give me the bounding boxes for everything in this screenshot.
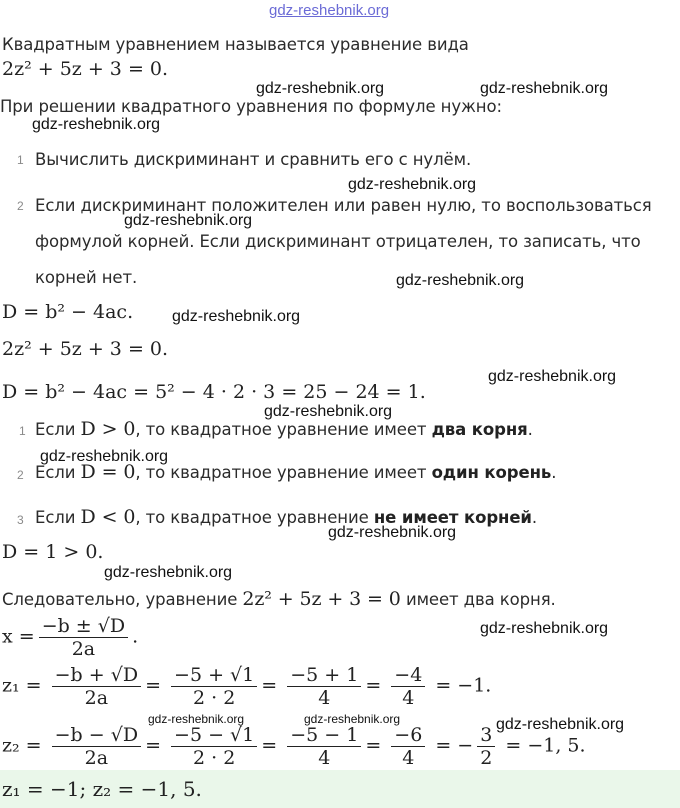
discriminant-formula: D = b² − 4ac. [2,301,134,323]
discriminant-value: D = 1 > 0. [2,541,104,563]
watermark: gdz-reshebnik.org [348,176,477,193]
step-number: 2 [17,199,24,213]
case-line [35,461,556,483]
case-number: 3 [17,513,24,527]
watermark: gdz-reshebnik.org [172,308,301,325]
answer-text: z₁ = −1; z₂ = −1, 5. [2,777,202,801]
step-text-line: формулой корней. Если дискриминант отрицателен, то записать, что [35,232,641,251]
fraction: $\frac{-b \pm √D}{2a}$ [39,615,128,660]
conclusion-post: имеет два корня. [405,590,556,609]
definition-text: Квадратным уравнением называется уравнение вида [2,35,469,54]
roots-formula-lhs: x = [2,625,35,648]
watermark: gdz-reshebnik.org [40,448,169,465]
fraction: $\frac{-5 + √1}{2 \cdot 2}$ [171,664,257,709]
watermark: gdz-reshebnik.org [32,116,161,133]
watermark: gdz-reshebnik.org [396,272,525,289]
case-post: . [527,420,533,439]
case-condition: D < 0 [80,506,136,528]
watermark: gdz-reshebnik.org [264,403,393,420]
case-line [35,506,537,528]
fraction: $\frac{-6}{4}$ [391,724,425,769]
case-mid: , то квадратное уравнение [135,508,369,527]
watermark: gdz-reshebnik.org [480,80,609,97]
case-mid: , то квадратное уравнение имеет [135,420,427,439]
z2-lhs: z₂ = [2,734,42,757]
case-pre: Если [35,420,76,439]
equation-repeat: 2z² + 5z + 3 = 0. [2,338,169,360]
case-condition: D = 0 [80,461,136,483]
fraction: $\frac{-5 - 1}{4}$ [287,724,361,769]
fraction: $\frac{3}{2}$ [477,724,495,769]
watermark: gdz-reshebnik.org [496,716,625,733]
case-pre: Если [35,463,76,482]
case-bold: два корня [431,420,528,439]
conclusion-pre: Следовательно, уравнение [2,590,238,609]
fraction: $\frac{-5 + 1}{4}$ [287,664,361,709]
z1-computation: z₁ = $\frac{-b + √D}{2a}$ = $\frac{-5 + √1}{2 \cdot 2}$ = $\frac{-5 + 1}{4}$ = $\frac{-4}{4}$ = −1. [2,664,492,709]
conclusion-equation: 2z² + 5z + 3 = 0 [242,588,401,610]
fraction: $\frac{-5 - √1}{2 \cdot 2}$ [171,724,257,769]
case-number: 1 [19,424,26,438]
case-bold: не имеет корней [373,508,532,527]
watermark: gdz-reshebnik.org [480,620,609,637]
case-condition: D > 0 [80,418,136,440]
case-mid: , то квадратное уравнение имеет [135,463,427,482]
case-number: 2 [17,468,24,482]
watermark: gdz-reshebnik.org [304,712,401,726]
fraction: $\frac{-b + √D}{2a}$ [52,664,141,709]
watermark: gdz-reshebnik.org [124,212,253,229]
discriminant-calculation: D = b² − 4ac = 5² − 4 · 2 · 3 = 25 − 24 = 1. [2,381,426,403]
step-text-line: Если дискриминант положителен или равен нулю, то воспользоваться [35,196,652,215]
case-pre: Если [35,508,76,527]
case-bold: один корень [431,463,552,482]
formula-intro: При решении квадратного уравнения по формуле нужно: [0,97,502,116]
case-post: . [531,508,538,527]
fraction: $\frac{-b - √D}{2a}$ [52,724,141,769]
step-text-line: корней нет. [35,268,138,287]
definition-equation: 2z² + 5z + 3 = 0. [2,58,169,80]
conclusion [2,588,556,610]
watermark: gdz-reshebnik.org [328,524,457,541]
fraction: $\frac{-4}{4}$ [391,664,425,709]
z2-computation: z₂ = $\frac{-b - √D}{2a}$ = $\frac{-5 - √1}{2 \cdot 2}$ = $\frac{-5 - 1}{4}$ = $\frac{-6}{4}$ = − $\frac{3}{2}$ = −1, 5. [2,724,586,769]
watermark: gdz-reshebnik.org [148,712,245,726]
roots-formula: x = $\frac{-b \pm √D}{2a}$ . [2,615,139,660]
watermark: gdz-reshebnik.org [104,564,233,581]
case-line [35,418,533,440]
watermark-link[interactable]: gdz-reshebnik.org [269,2,390,19]
watermark: gdz-reshebnik.org [256,80,385,97]
watermark: gdz-reshebnik.org [488,368,617,385]
z1-lhs: z₁ = [2,674,42,697]
case-post: . [551,463,557,482]
step-number: 1 [17,153,24,167]
answer-box [0,770,680,808]
step-text: Вычислить дискриминант и сравнить его с нулём. [35,150,472,169]
